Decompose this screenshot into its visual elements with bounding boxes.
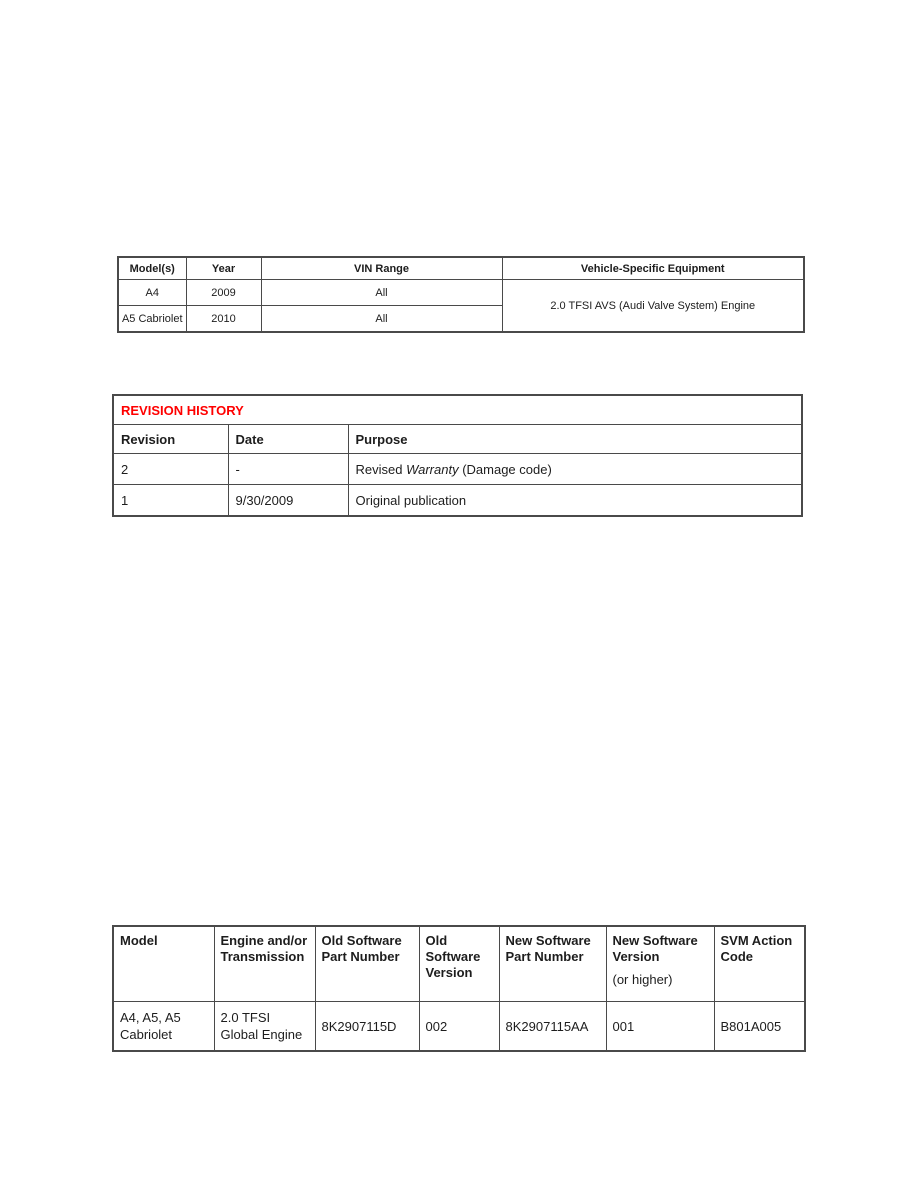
revision-number-cell: 2 bbox=[113, 454, 228, 485]
revision-number-cell: 1 bbox=[113, 485, 228, 517]
new-version-cell: 001 bbox=[606, 1002, 714, 1052]
vin-range-cell: All bbox=[261, 280, 502, 306]
year-cell: 2010 bbox=[186, 306, 261, 333]
column-header-equipment: Vehicle-Specific Equipment bbox=[502, 257, 804, 280]
revision-purpose-cell bbox=[348, 454, 802, 485]
column-header-date: Date bbox=[228, 425, 348, 454]
year-cell: 2009 bbox=[186, 280, 261, 306]
old-version-cell: 002 bbox=[419, 1002, 499, 1052]
column-header-new-part: New Software Part Number bbox=[499, 926, 606, 1002]
svm-code-cell: B801A005 bbox=[714, 1002, 805, 1052]
column-header-svm-code: SVM Action Code bbox=[714, 926, 805, 1002]
software-header-row bbox=[113, 926, 805, 1002]
revision-row bbox=[113, 485, 802, 517]
engine-cell: 2.0 TFSI Global Engine bbox=[214, 1002, 315, 1052]
revision-date-cell: - bbox=[228, 454, 348, 485]
model-cell: A4 bbox=[118, 280, 186, 306]
column-header-new-version bbox=[606, 926, 714, 1002]
column-header-year: Year bbox=[186, 257, 261, 280]
model-cell: A4, A5, A5 Cabriolet bbox=[113, 1002, 214, 1052]
purpose-text: (Damage code) bbox=[458, 461, 552, 477]
vehicle-table-header-row bbox=[118, 257, 804, 280]
column-header-model: Model bbox=[113, 926, 214, 1002]
software-version-table bbox=[112, 925, 806, 1052]
new-part-cell: 8K2907115AA bbox=[499, 1002, 606, 1052]
purpose-text: Revised bbox=[355, 461, 407, 477]
old-part-cell: 8K2907115D bbox=[315, 1002, 419, 1052]
revision-date-cell: 9/30/2009 bbox=[228, 485, 348, 517]
revision-header-row bbox=[113, 425, 802, 454]
revision-title-row bbox=[113, 395, 802, 425]
purpose-text: Original publication bbox=[355, 492, 467, 508]
column-header-old-part: Old Software Part Number bbox=[315, 926, 419, 1002]
equipment-cell: 2.0 TFSI AVS (Audi Valve System) Engine bbox=[502, 280, 804, 333]
new-version-label: New Software Version bbox=[612, 933, 698, 964]
software-row bbox=[113, 1002, 805, 1052]
revision-row bbox=[113, 454, 802, 485]
purpose-italic-text: Warranty bbox=[406, 461, 459, 477]
model-cell: A5 Cabriolet bbox=[118, 306, 186, 333]
vehicle-applicability-table bbox=[117, 256, 805, 333]
vehicle-table-row bbox=[118, 280, 804, 306]
column-header-vin-range: VIN Range bbox=[261, 257, 502, 280]
vin-range-cell: All bbox=[261, 306, 502, 333]
column-header-engine: Engine and/or Transmission bbox=[214, 926, 315, 1002]
revision-history-title: REVISION HISTORY bbox=[113, 395, 802, 425]
new-version-note: (or higher) bbox=[612, 972, 673, 987]
revision-history-table bbox=[112, 394, 803, 517]
column-header-revision: Revision bbox=[113, 425, 228, 454]
column-header-models: Model(s) bbox=[118, 257, 186, 280]
revision-purpose-cell bbox=[348, 485, 802, 517]
column-header-purpose: Purpose bbox=[348, 425, 802, 454]
column-header-old-version: Old Software Version bbox=[419, 926, 499, 1002]
